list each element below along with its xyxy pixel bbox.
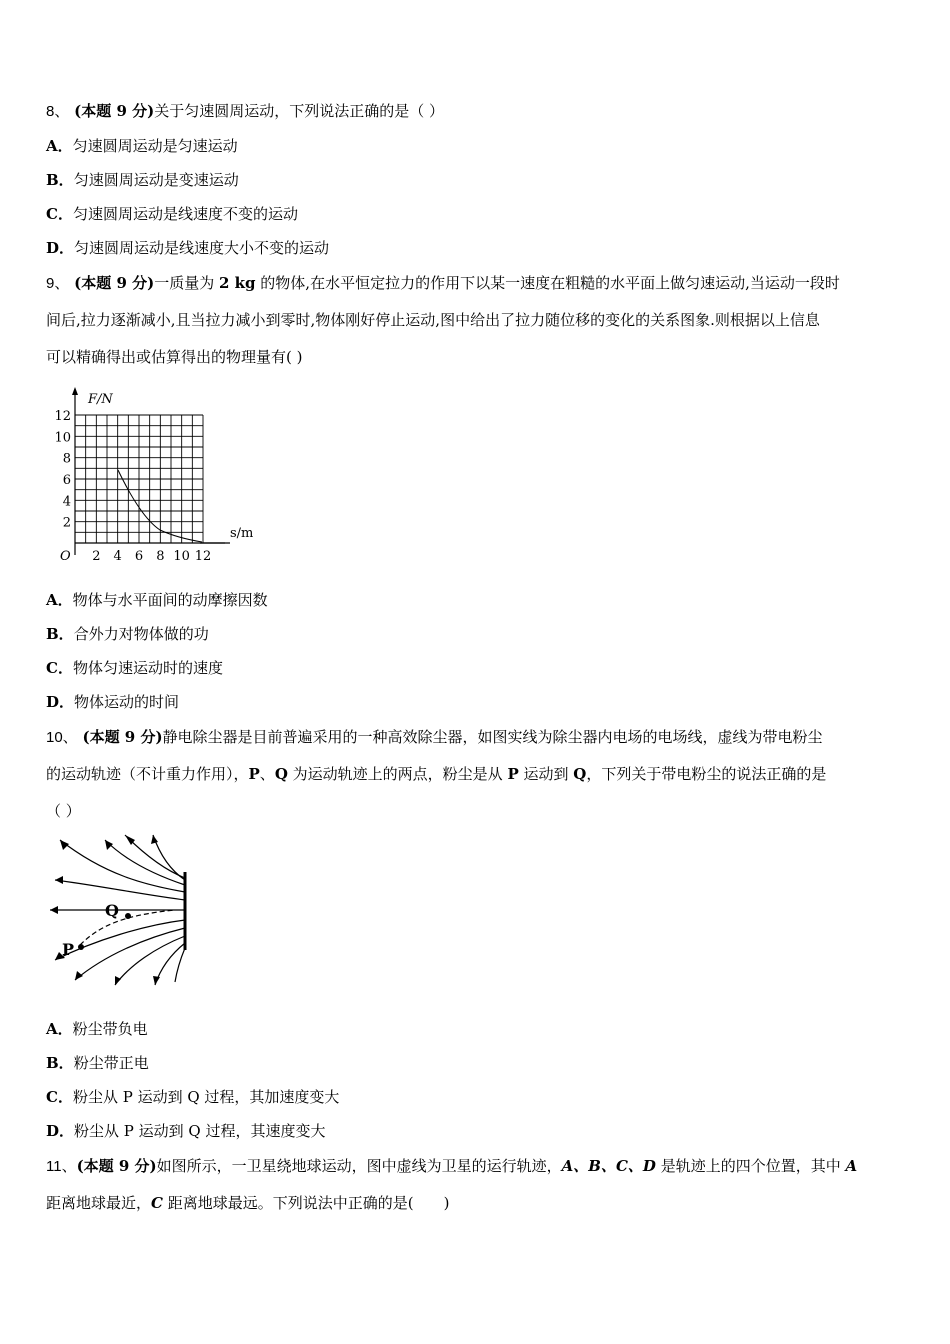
y-tick-label: 4 [62, 494, 71, 510]
option-text: 匀速圆周运动是线速度不变的运动 [72, 205, 298, 223]
q10-point-p: P [507, 765, 519, 783]
q8-stem [46, 101, 444, 122]
q8-option-d[interactable] [46, 238, 329, 258]
option-letter: C． [46, 659, 73, 677]
option-letter: D． [46, 693, 75, 711]
q9-text: 的物体,在水平恒定拉力的作用下以某一速度在粗糙的水平面上做匀速运动,当运动一段时 [255, 274, 840, 292]
q11-score: (本题 9 分) [76, 1157, 157, 1175]
x-tick-label: 8 [156, 549, 165, 564]
q10-option-a[interactable] [46, 1019, 148, 1039]
q9-mass: 2 kg [218, 274, 256, 292]
q10-point-q: Q [274, 765, 288, 783]
q9-option-c[interactable] [46, 658, 223, 678]
q10-stem-line2 [46, 764, 908, 784]
q9-number: 9、 [46, 275, 70, 292]
x-tick-label: 6 [134, 549, 144, 564]
x-tick-label: 10 [173, 549, 190, 564]
x-tick-label: 4 [113, 549, 122, 564]
q11-text: 是轨迹上的四个位置，其中 [655, 1157, 846, 1175]
q11-label-c: C [151, 1194, 163, 1212]
option-letter: A． [46, 591, 73, 609]
q10-option-d[interactable] [46, 1121, 325, 1141]
option-text: 物体与水平面间的动摩擦因数 [72, 591, 268, 609]
q10-number: 10、 [46, 729, 78, 746]
q10-text: 静电除尘器是目前普遍采用的一种高效除尘器，如图实线为除尘器内电场的电场线，虚线为带电粉尘 [162, 728, 823, 746]
arrow-icon [75, 971, 83, 980]
y-tick-label: 12 [54, 409, 71, 424]
q10-option-b[interactable] [46, 1053, 149, 1073]
q8-stem-text: 关于匀速圆周运动，下列说法正确的是（ ） [154, 102, 444, 120]
y-tick-label: 6 [62, 473, 71, 488]
q11-text: 如图所示，一卫星绕地球运动，图中虚线为卫星的运行轨迹， [156, 1157, 562, 1175]
label-p: P [62, 940, 75, 959]
q10-text: 、 [259, 765, 275, 783]
q9-text: 一质量为 [154, 274, 219, 292]
q9-force-displacement-graph [50, 385, 270, 570]
y-tick-label: 2 [62, 515, 71, 531]
option-text: 匀速圆周运动是匀速运动 [72, 137, 238, 155]
x-tick-label: 12 [194, 549, 212, 564]
option-letter: B． [46, 171, 74, 189]
q10-score: (本题 9 分) [82, 728, 163, 746]
q9-option-a[interactable] [46, 590, 268, 610]
option-letter: B． [46, 1054, 74, 1072]
q8-option-b[interactable] [46, 170, 239, 190]
q9-option-b[interactable] [46, 624, 209, 644]
point-q-marker [125, 913, 131, 919]
option-text: 粉尘从 P 运动到 Q 过程，其速度变大 [74, 1122, 326, 1140]
q10-point-p: P [248, 765, 260, 783]
option-letter: A． [46, 1020, 73, 1038]
q10-option-c[interactable] [46, 1087, 339, 1107]
option-letter: D． [46, 239, 75, 257]
point-p-marker [78, 944, 84, 950]
option-text: 合外力对物体做的功 [73, 625, 209, 643]
q10-electric-field-diagram [45, 830, 195, 990]
arrow-icon [151, 835, 158, 844]
option-letter: C． [46, 205, 73, 223]
option-letter: C． [46, 1088, 73, 1106]
y-tick-label: 10 [54, 430, 71, 446]
q10-text: 运动到 [518, 765, 574, 783]
q9-score: (本题 9 分) [74, 274, 155, 292]
option-text: 匀速圆周运动是线速度大小不变的运动 [74, 239, 330, 257]
y-tick-label: 8 [62, 451, 71, 467]
q11-label-a: A [845, 1157, 858, 1175]
q9-stem-line2: 间后,拉力逐渐减小,且当拉力减小到零时,物体刚好停止运动,图中给出了拉力随位移的变化的关系图象.则根据以上信息 [46, 311, 820, 329]
q8-option-c[interactable] [46, 204, 298, 224]
option-text: 物体匀速运动时的速度 [72, 659, 223, 677]
q11-position-labels: A、B、C、D [561, 1157, 656, 1175]
q10-text: 的运动轨迹（不计重力作用）， [46, 765, 249, 783]
option-letter: A． [46, 137, 73, 155]
option-letter: B． [46, 625, 74, 643]
arrow-icon [153, 976, 160, 985]
origin-label: O [60, 549, 71, 564]
arrow-icon [60, 840, 69, 850]
x-axis-label: s/m [230, 526, 254, 541]
y-axis-arrow-icon [72, 387, 78, 395]
option-text: 匀速圆周运动是变速运动 [73, 171, 239, 189]
q11-text: 距离地球最近， [46, 1194, 152, 1212]
arrow-icon [115, 976, 121, 985]
q9-stem-line1 [46, 273, 908, 294]
option-text: 粉尘从 P 运动到 Q 过程，其加速度变大 [72, 1088, 340, 1106]
q11-stem-line1 [46, 1156, 908, 1177]
q11-stem-line2 [46, 1193, 908, 1213]
q10-text: 为运动轨迹上的两点，粉尘是从 [287, 765, 508, 783]
option-text: 粉尘带正电 [73, 1054, 149, 1072]
q11-text: 距离地球最远。下列说法中正确的是( ) [162, 1194, 450, 1212]
label-q: Q [105, 901, 119, 920]
q11-number: 11、 [46, 1158, 77, 1175]
option-text: 粉尘带负电 [72, 1020, 148, 1038]
q10-point-q: Q [573, 765, 587, 783]
q10-stem-line3: （ ） [46, 802, 81, 820]
option-letter: D． [46, 1122, 75, 1140]
q10-text: ，下列关于带电粉尘的说法正确的是 [586, 765, 827, 783]
q9-option-d[interactable] [46, 692, 179, 712]
q9-stem-line3: 可以精确得出或估算得出的物理量有( ) [46, 348, 303, 366]
arrow-icon [105, 840, 113, 850]
q8-option-a[interactable] [46, 136, 238, 156]
y-axis-label: F/N [88, 392, 113, 407]
q8-score: (本题 9 分) [74, 102, 155, 120]
x-tick-label: 2 [92, 549, 101, 564]
q8-number: 8、 [46, 103, 70, 120]
option-text: 物体运动的时间 [74, 693, 180, 711]
arrow-icon [55, 876, 63, 884]
arrow-icon [50, 906, 58, 914]
q10-stem-line1 [46, 727, 908, 748]
